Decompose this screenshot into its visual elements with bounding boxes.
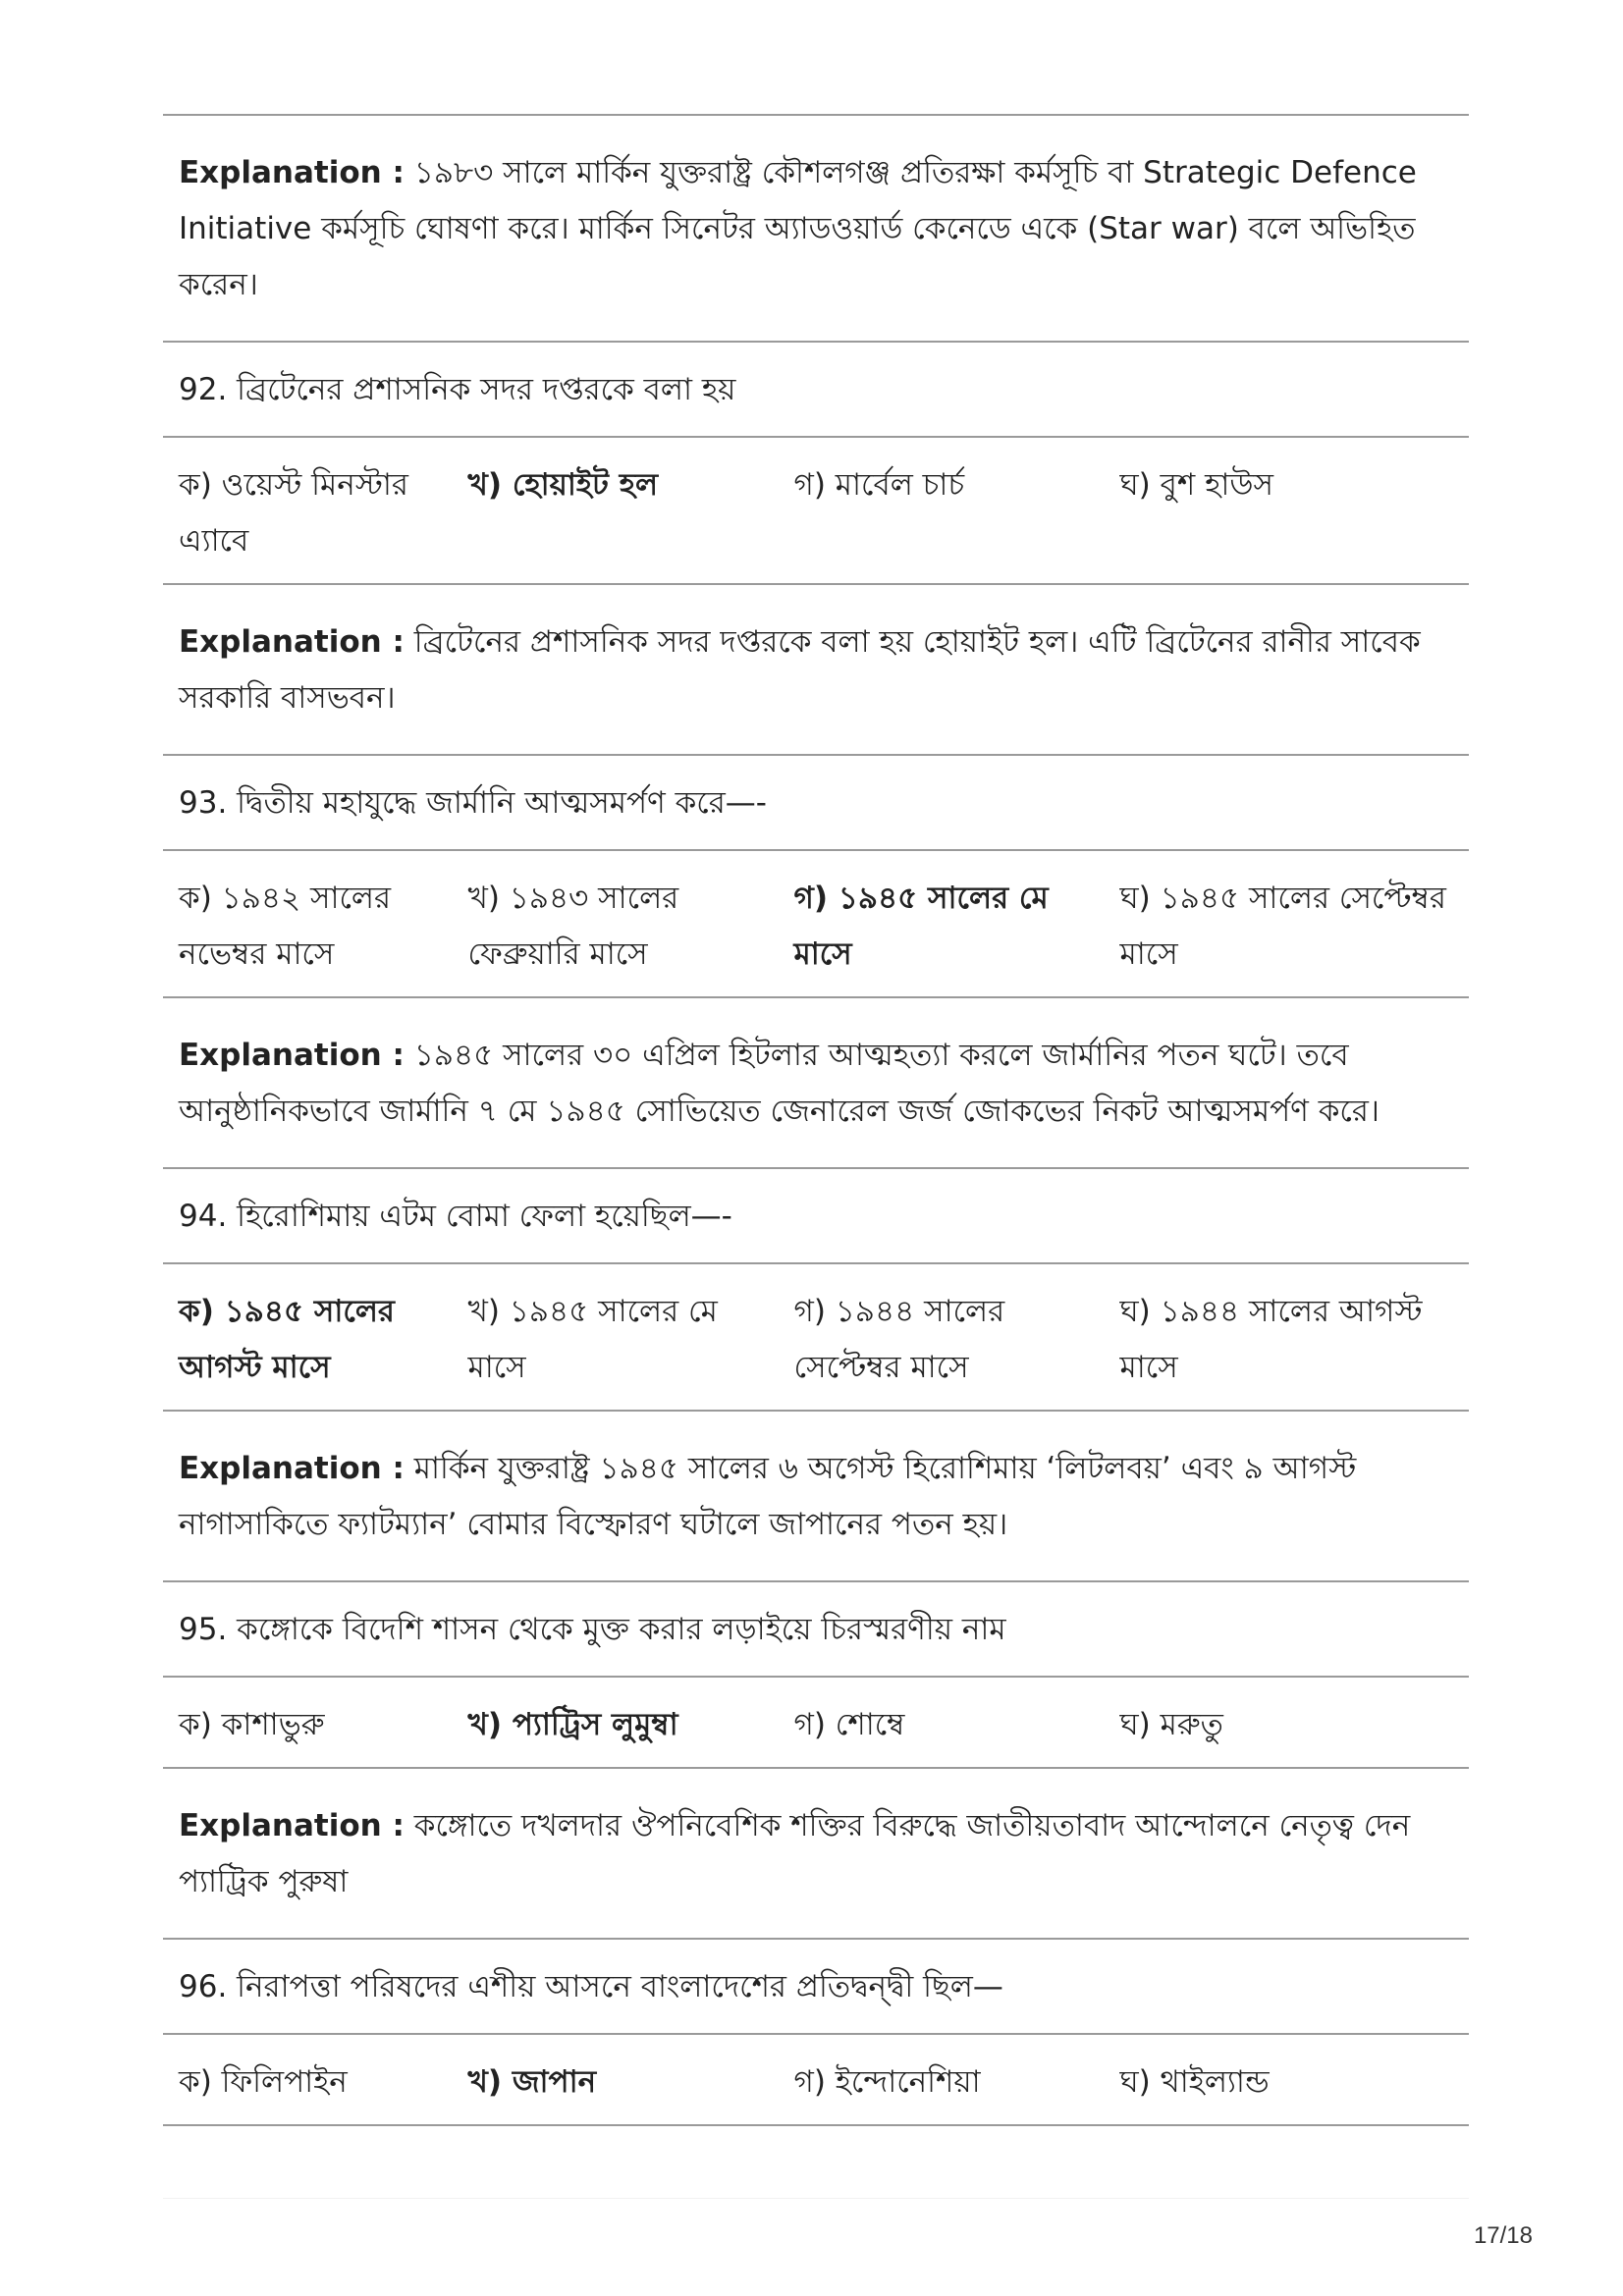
explanation-text: ব্রিটেনের প্রশাসনিক সদর দপ্তরকে বলা হয় হোয়াইট হল। এটি ব্রিটেনের রানীর সাবেক সরকারি বাসভবন।	[179, 624, 1421, 716]
options-96	[163, 2035, 1469, 2124]
options-92	[163, 438, 1469, 583]
option-a: ক) ফিলিপাইন	[179, 2064, 348, 2100]
explanation-text: ১৯৪৫ সালের ৩০ এপ্রিল হিটলার আত্মহত্যা করলে জার্মানির পতন ঘটে। তবে আনুষ্ঠানিকভাবে জার্মানি ৭ মে ১৯৪৫ সোভিয়েত জেনারেল জর্জ জোকভের নিকট আত্মসমর্পণ করে।	[179, 1038, 1380, 1129]
explanation-92	[163, 585, 1469, 754]
option-b: খ) ১৯৪৫ সালের মে মাসে	[467, 1294, 718, 1385]
options-94	[163, 1264, 1469, 1410]
explanation-95	[163, 1769, 1469, 1938]
explanation-label: Explanation :	[179, 1808, 405, 1843]
option-b: খ) প্যাট্রিস লুমুম্বা	[467, 1707, 678, 1742]
option-c: গ) ১৯৪৪ সালের সেপ্টেম্বর মাসে	[793, 1294, 1005, 1385]
option-c: গ) মার্বেল চার্চ	[793, 467, 965, 503]
options-95	[163, 1678, 1469, 1767]
explanation-text: ১৯৮৩ সালে মার্কিন যুক্তরাষ্ট্র কৌশলগঞ্জ প্রতিরক্ষা কর্মসূচি বা Strategic Defence Initiative কর্মসূচি ঘোষণা করে। মার্কিন সিনেটর অ্যাডওয়ার্ড কেনেডে একে (Star war) বলে অভিহিত করেন।	[179, 155, 1417, 302]
question-96: 96. নিরাপত্তা পরিষদের এশীয় আসনে বাংলাদেশের প্রতিদ্বন্দ্বী ছিল—	[179, 1969, 1003, 2004]
option-d: ঘ) ১৯৪৪ সালের আগস্ট মাসে	[1119, 1294, 1423, 1385]
explanation-label: Explanation :	[179, 624, 405, 660]
options-93	[163, 851, 1469, 996]
option-d: ঘ) মরুতু	[1119, 1707, 1223, 1742]
footer-divider	[163, 2198, 1469, 2199]
explanation-text: মার্কিন যুক্তরাষ্ট্র ১৯৪৫ সালের ৬ অগেস্ট হিরোশিমায় ‘লিটলবয়’ এবং ৯ আগস্ট নাগাসাকিতে ফ্যাটম্যান’ বোমার বিস্ফোরণ ঘটালে জাপানের পতন হয়।	[179, 1451, 1357, 1542]
option-d: ঘ) ১৯৪৫ সালের সেপ্টেম্বর মাসে	[1119, 881, 1446, 972]
option-c: গ) শোম্বে	[793, 1707, 905, 1742]
option-d: ঘ) থাইল্যান্ড	[1119, 2064, 1270, 2100]
option-b: খ) জাপান	[467, 2064, 597, 2100]
question-93: 93. দ্বিতীয় মহাযুদ্ধে জার্মানি আত্মসমর্পণ করে—-	[179, 785, 767, 821]
explanation-label: Explanation :	[179, 1038, 405, 1073]
question-95: 95. কঙ্গোকে বিদেশি শাসন থেকে মুক্ত করার লড়াইয়ে চিরস্মরণীয় নাম	[179, 1612, 1006, 1647]
page-number: 17/18	[1473, 2222, 1533, 2249]
divider	[163, 2124, 1469, 2126]
explanation-93	[163, 998, 1469, 1167]
explanation-94	[163, 1412, 1469, 1580]
explanation-label: Explanation :	[179, 1451, 405, 1486]
question-94: 94. হিরোশিমায় এটম বোমা ফেলা হয়েছিল—-	[179, 1199, 732, 1234]
option-c: গ) ১৯৪৫ সালের মে মাসে	[793, 881, 1049, 972]
explanation-text: কঙ্গোতে দখলদার ঔপনিবেশিক শক্তির বিরুদ্ধে জাতীয়তাবাদ আন্দোলনে নেতৃত্ব দেন প্যাট্রিক পুরুষা	[179, 1808, 1411, 1899]
explanation-91	[163, 116, 1469, 341]
option-c: গ) ইন্দোনেশিয়া	[793, 2064, 981, 2100]
question-list	[163, 114, 1469, 2126]
option-a: ক) ১৯৪৫ সালের আগস্ট মাসে	[179, 1294, 395, 1385]
option-b: খ) ১৯৪৩ সালের ফেব্রুয়ারি মাসে	[467, 881, 679, 972]
option-a: ক) ১৯৪২ সালের নভেম্বর মাসে	[179, 881, 392, 972]
option-a: ক) ওয়েস্ট মিনস্টার এ্যাবে	[179, 467, 408, 559]
option-b: খ) হোয়াইট হল	[467, 467, 659, 503]
question-92: 92. ব্রিটেনের প্রশাসনিক সদর দপ্তরকে বলা হয়	[179, 372, 736, 407]
option-a: ক) কাশাভুরু	[179, 1707, 325, 1742]
explanation-label: Explanation :	[179, 155, 405, 190]
option-d: ঘ) বুশ হাউস	[1119, 467, 1273, 503]
